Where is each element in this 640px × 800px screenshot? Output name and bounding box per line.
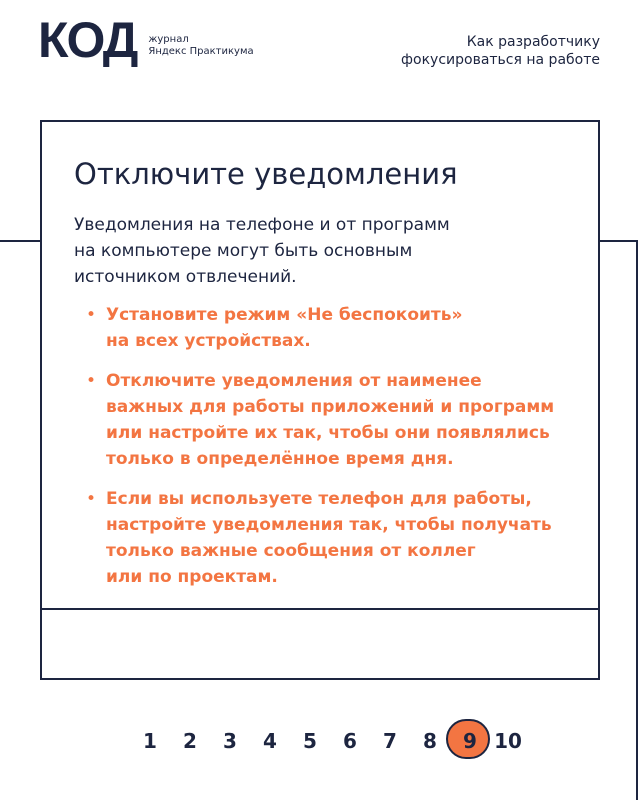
tip-line: Установите режим «Не беспокоить»	[106, 305, 463, 325]
bullet-icon: •	[86, 305, 97, 325]
tip-line: важных для работы приложений и программ	[106, 397, 555, 417]
logo-mark: КОД	[38, 12, 137, 68]
bullet-icon: •	[86, 489, 97, 509]
tip-text	[106, 368, 584, 472]
page-number-6[interactable]: 6	[343, 729, 357, 753]
logo-subtitle-line: Яндекс Практикума	[148, 46, 254, 57]
article-caption-line: фокусироваться на работе	[401, 52, 600, 68]
card-title: Отключите уведомления	[74, 157, 458, 191]
card-intro	[74, 212, 554, 290]
tip-line: или по проектам.	[106, 567, 278, 587]
page-number-7[interactable]: 7	[383, 729, 397, 753]
page-number-9-current[interactable]: 9	[450, 723, 490, 759]
card-intro-line: на компьютере могут быть основным	[74, 241, 413, 261]
tip-text	[106, 486, 584, 590]
page-number-8[interactable]: 8	[423, 729, 437, 753]
decorative-line-right-vertical	[636, 240, 638, 800]
page-number-1[interactable]: 1	[143, 729, 157, 753]
article-caption	[401, 33, 600, 69]
tip-item	[74, 368, 584, 472]
bullet-icon: •	[86, 371, 97, 391]
tip-text	[106, 302, 584, 354]
tip-line: только в определённое время дня.	[106, 449, 454, 469]
page-number-3[interactable]: 3	[223, 729, 237, 753]
decorative-line-left	[0, 240, 40, 242]
tip-line: настройте уведомления так, чтобы получать	[106, 515, 552, 535]
logo-subtitle-line: журнал	[148, 34, 189, 45]
tip-line: только важные сообщения от коллег	[106, 541, 476, 561]
tip-line: Отключите уведомления от наименее	[106, 371, 482, 391]
logo	[38, 12, 254, 68]
page-number-10[interactable]: 10	[494, 729, 522, 753]
tip-line: или настройте их так, чтобы они появлялись	[106, 423, 550, 443]
tip-item	[74, 302, 584, 354]
card-intro-line: источником отвлечений.	[74, 267, 297, 287]
page-number-4[interactable]: 4	[263, 729, 277, 753]
article-caption-line: Как разработчику	[466, 34, 600, 50]
tips-list	[74, 302, 584, 604]
tip-item	[74, 486, 584, 590]
tip-line: Если вы используете телефон для работы,	[106, 489, 532, 509]
page-number-2[interactable]: 2	[183, 729, 197, 753]
logo-subtitle	[148, 34, 253, 58]
pagination	[130, 723, 526, 759]
content-card	[40, 120, 600, 680]
tip-line: на всех устройствах.	[106, 331, 311, 351]
card-divider	[42, 608, 598, 610]
card-intro-line: Уведомления на телефоне и от программ	[74, 215, 450, 235]
page-number-5[interactable]: 5	[303, 729, 317, 753]
decorative-line-right	[600, 240, 638, 242]
